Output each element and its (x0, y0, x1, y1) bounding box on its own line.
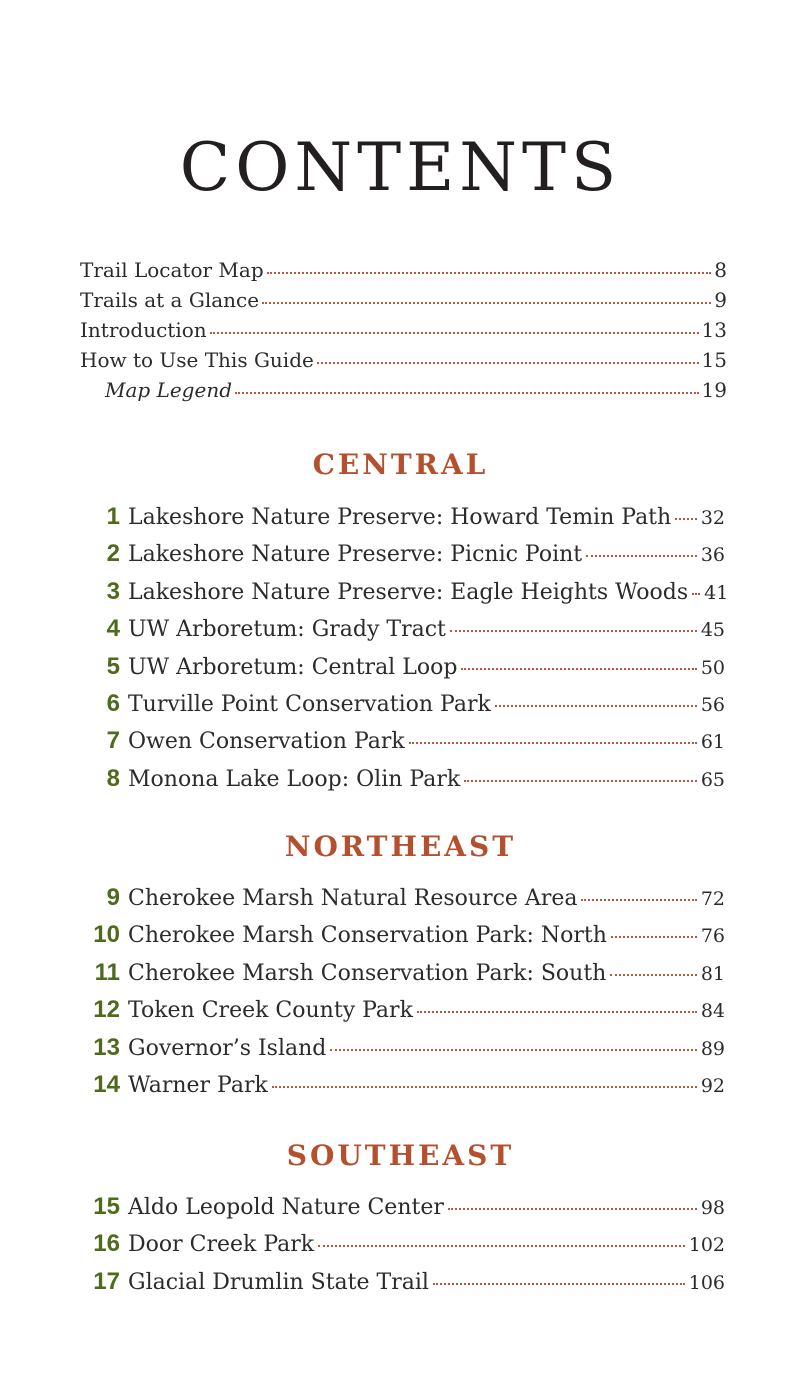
trail-page: 106 (688, 1271, 725, 1294)
dot-leader (262, 302, 711, 304)
toc-entry-page: 9 (714, 288, 727, 312)
trail-entry[interactable] (80, 1067, 725, 1104)
trail-number: 3 (106, 577, 120, 605)
trail-name: Door Creek Park (128, 1232, 315, 1258)
dot-leader (610, 974, 696, 976)
dot-leader (464, 780, 697, 782)
trail-page: 61 (700, 731, 725, 754)
trail-name: Owen Conservation Park (128, 729, 405, 755)
trail-name: Aldo Leopold Nature Center (128, 1195, 444, 1220)
trail-page: 81 (700, 962, 725, 985)
dot-leader (461, 668, 696, 670)
trail-page: 36 (700, 544, 725, 567)
section-heading-southeast: SOUTHEAST (286, 1139, 515, 1172)
trail-name: Lakeshore Nature Preserve: Eagle Heights Woods (128, 579, 689, 605)
page-title: CONTENTS (179, 129, 622, 206)
front-matter-list (80, 255, 727, 405)
trail-number: 15 (93, 1193, 120, 1220)
dot-leader (409, 742, 697, 744)
trail-number: 10 (93, 921, 120, 949)
trail-page: 84 (700, 1000, 725, 1023)
trail-entry[interactable] (80, 1264, 725, 1301)
trail-name: Cherokee Marsh Conservation Park: North (128, 923, 607, 949)
trail-number: 6 (106, 690, 120, 718)
toc-entry[interactable] (80, 345, 727, 375)
trail-name: Lakeshore Nature Preserve: Howard Temin Path (128, 505, 672, 530)
trail-number: 16 (93, 1230, 120, 1258)
trail-number: 2 (106, 540, 120, 568)
trail-name: UW Arboretum: Grady Tract (128, 617, 446, 643)
toc-entry[interactable] (80, 315, 727, 345)
trail-name: Cherokee Marsh Natural Resource Area (128, 886, 578, 911)
dot-leader (581, 899, 696, 901)
dot-leader (495, 705, 697, 707)
trail-name: Cherokee Marsh Conservation Park: South (128, 960, 607, 986)
trail-entry[interactable] (80, 917, 725, 954)
trail-entry[interactable] (80, 536, 725, 573)
trail-name: Glacial Drumlin State Trail (128, 1269, 429, 1295)
trail-name: Monona Lake Loop: Olin Park (128, 766, 461, 792)
trail-name: Turville Point Conservation Park (128, 692, 491, 718)
toc-entry-label: Introduction (80, 318, 207, 342)
trail-page: 89 (700, 1037, 725, 1060)
trail-number: 17 (93, 1267, 120, 1295)
trail-number: 13 (93, 1033, 120, 1061)
dot-leader (318, 1245, 685, 1247)
toc-entry-page: 13 (701, 318, 727, 342)
trail-page: 98 (700, 1197, 725, 1219)
toc-entry-label: Map Legend (105, 378, 233, 402)
trail-entry[interactable] (80, 955, 725, 992)
trail-entry[interactable] (80, 611, 725, 648)
toc-entry-label: Trails at a Glance (80, 288, 260, 312)
dot-leader (692, 593, 700, 595)
trail-number: 9 (106, 884, 120, 911)
toc-entry[interactable] (80, 255, 727, 285)
trail-page: 72 (700, 888, 725, 910)
trail-page: 92 (700, 1075, 725, 1098)
dot-leader (675, 518, 697, 520)
dot-leader (267, 272, 712, 274)
section-heading-central: CENTRAL (312, 448, 489, 481)
dot-leader (330, 1049, 696, 1051)
dot-leader (417, 1011, 697, 1013)
trail-number: 4 (106, 615, 120, 643)
trail-name: UW Arboretum: Central Loop (128, 654, 458, 680)
dot-leader (611, 936, 697, 938)
toc-entry-label: Trail Locator Map (80, 258, 264, 282)
trail-page: 56 (700, 694, 725, 717)
dot-leader (448, 1208, 697, 1210)
trail-page: 45 (700, 619, 725, 642)
trail-page: 32 (700, 507, 725, 529)
trail-entry[interactable] (80, 880, 725, 917)
dot-leader (210, 332, 699, 334)
toc-entry-page: 8 (714, 258, 727, 282)
section-heading-northeast: NORTHEAST (284, 830, 517, 863)
trail-entry[interactable] (80, 1030, 725, 1067)
toc-entry[interactable] (80, 285, 727, 315)
trail-entry[interactable] (80, 761, 725, 798)
trail-page: 41 (704, 581, 729, 604)
trail-name: Token Creek County Park (128, 998, 413, 1024)
trail-number: 12 (93, 996, 120, 1024)
trail-entry[interactable] (80, 1226, 725, 1263)
trail-entry[interactable] (80, 686, 725, 723)
trail-number: 11 (94, 958, 120, 986)
trail-entry[interactable] (80, 723, 725, 760)
trail-entry[interactable] (80, 992, 725, 1029)
trail-page: 50 (700, 656, 725, 679)
dot-leader (272, 1086, 697, 1088)
dot-leader (235, 392, 699, 394)
toc-entry-sub[interactable] (80, 375, 727, 405)
section-list-central (80, 499, 729, 798)
trail-entry[interactable] (80, 574, 729, 611)
trail-entry[interactable] (80, 649, 725, 686)
toc-entry-page: 15 (701, 348, 727, 372)
trail-number: 14 (93, 1071, 120, 1099)
trail-number: 5 (106, 652, 120, 680)
trail-page: 102 (688, 1234, 725, 1257)
toc-entry-page: 19 (701, 378, 727, 402)
section-list-southeast (80, 1189, 725, 1301)
trail-page: 65 (700, 768, 725, 791)
trail-name: Governor’s Island (128, 1035, 327, 1061)
trail-number: 8 (106, 764, 120, 792)
dot-leader (433, 1283, 685, 1285)
toc-entry-label: How to Use This Guide (80, 348, 314, 372)
dot-leader (586, 555, 697, 557)
trail-name: Warner Park (128, 1073, 268, 1099)
dot-leader (450, 630, 697, 632)
trail-page: 76 (700, 925, 725, 948)
section-list-northeast (80, 880, 725, 1104)
trail-number: 1 (106, 503, 120, 530)
trail-entry[interactable] (80, 1189, 725, 1226)
trail-name: Lakeshore Nature Preserve: Picnic Point (128, 542, 583, 568)
dot-leader (317, 362, 699, 364)
trail-entry[interactable] (80, 499, 725, 536)
trail-number: 7 (106, 727, 120, 755)
